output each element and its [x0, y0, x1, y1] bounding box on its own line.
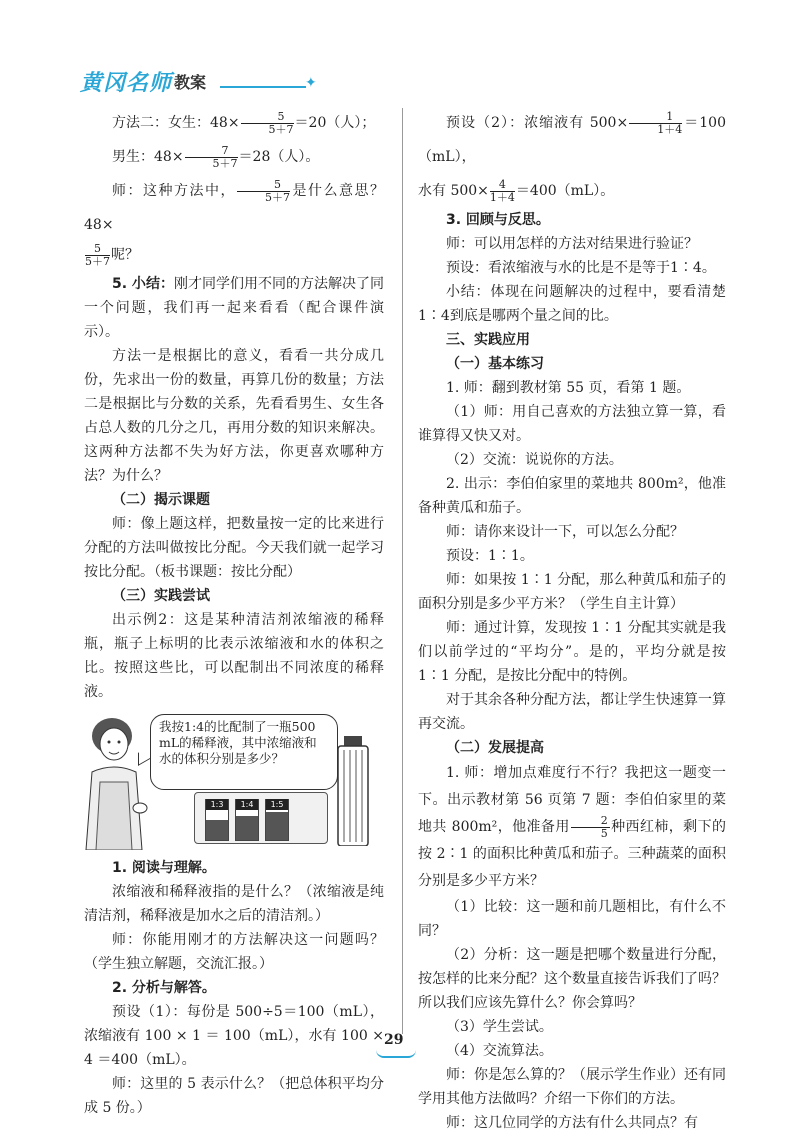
- step-1-heading: 1. 阅读与理解。: [112, 860, 216, 876]
- basic-2-p2: 预设：1∶1。: [446, 548, 534, 564]
- step-1-p2: 师：你能用刚才的方法解决这一问题吗？（学生独立解题，交流汇报。）: [84, 932, 384, 972]
- sparkle-icon: ✦: [305, 75, 317, 91]
- right-column: [418, 106, 726, 1135]
- teacher-figure: [78, 712, 156, 850]
- section-advanced: （二）发展提高: [446, 740, 544, 756]
- advanced-1-6: 师：这几位同学的方法有什么共同点？有: [446, 1115, 698, 1131]
- preset-2-water: 水有 500× $\frac{4}{1+4}$ ＝400（mL）。: [418, 177, 615, 204]
- header-subtitle: 教案: [174, 73, 207, 92]
- section-practice-try: （三）实践尝试: [112, 588, 210, 604]
- advanced-1-3: （3）学生尝试。: [446, 1019, 553, 1035]
- summary-5: 5. 小结：刚才同学们用不同的方法解决了同一个问题，我们再一起来看看（配合课件演示）。: [84, 276, 385, 340]
- basic-2-p1: 师：请你来设计一下，可以怎么分配？: [446, 524, 684, 540]
- example-illustration: [78, 712, 386, 850]
- basic-2-p5: 对于其余各种分配方法，都让学生快速算一算再交流。: [418, 692, 726, 732]
- dilution-bottle: [336, 736, 370, 846]
- cup-1-4: 1:4: [235, 799, 259, 841]
- teacher-question-cont: $\frac{5}{5+7}$ 呢？: [85, 241, 139, 268]
- advanced-1-1: （1）比较：这一题和前几题相比，有什么不同？: [418, 899, 726, 939]
- step-2-p1: 预设（1）：每份是 500÷5＝100（mL），浓缩液有 100 × 1 ＝ 100（mL），水有 100 × 4 ＝400（mL）。: [84, 1004, 384, 1068]
- step-3-p1: 师：可以用怎样的方法对结果进行验证？: [446, 236, 698, 252]
- method2-boys: 男生：48× $\frac{7}{5+7}$ ＝28（人）。: [112, 143, 320, 170]
- summary-5-body: 方法一是根据比的意义，看看一共分成几份，先求出一份的数量，再算几份的数量；方法二是根据比与分数的关系，先看看男生、女生各占总人数的几分之几，再用分数的知识来解决。这两种方法都不失为好方法，你更喜欢哪种方法？为什么？: [84, 348, 384, 484]
- page-header: [80, 66, 320, 96]
- basic-1: 1. 师：翻到教材第 55 页，看第 1 题。: [446, 380, 691, 396]
- reveal-topic-text: 师：像上题这样，把数量按一定的比来进行分配的方法叫做按比分配。今天我们就一起学习按比分配。（板书课题：按比分配）: [84, 516, 384, 580]
- step-3-p2: 预设：看浓缩液与水的比是不是等于1∶4。: [446, 260, 716, 276]
- dilution-cups: [194, 792, 328, 844]
- step-1-p1: 浓缩液和稀释液指的是什么？（浓缩液是纯清洁剂，稀释液是加水之后的清洁剂。）: [84, 884, 384, 924]
- example-2-text: 出示例2：这是某种清洁剂浓缩液的稀释瓶，瓶子上标明的比表示浓缩液和水的体积之比。按照这些比，可以配制出不同浓度的稀释液。: [84, 612, 384, 700]
- step-2-p2: 师：这里的 5 表示什么？（把总体积平均分成 5 份。）: [84, 1076, 384, 1116]
- advanced-1: 1. 师：增加点难度行不行？我把这一题变一下。出示教材第 56 页第 7 题：李伯伯家里的菜地共 800m²，他准备用 $\frac{2}{5}$ 种西红柿，剩下的按 2∶1 的面积比种黄瓜和茄子。三种蔬菜的面积分别是多少平方米？: [418, 765, 726, 889]
- advanced-1-2: （2）分析：这一题是把哪个数量进行分配，按怎样的比来分配？这个数量直接告诉我们了吗？所以我们应该先算什么？你会算吗？: [418, 947, 726, 1011]
- cup-1-5: 1:5: [265, 799, 289, 841]
- basic-2: 2. 出示：李伯伯家里的菜地共 800m²，他准备种黄瓜和茄子。: [418, 476, 726, 516]
- header-rule: [220, 86, 306, 88]
- brand-logo: 黄冈名师: [80, 71, 173, 96]
- page-number: 29: [384, 1032, 404, 1048]
- teacher-question: 师：这种方法中， $\frac{5}{5+7}$ 是什么意思？ 48×: [84, 177, 384, 233]
- advanced-1-5: 师：你是怎么算的？（展示学生作业）还有同学用其他方法做吗？介绍一下你们的方法。: [418, 1067, 726, 1107]
- basic-2-p3: 师：如果按 1∶1 分配，那么种黄瓜和茄子的面积分别是多少平方米？（学生自主计算）: [418, 572, 726, 612]
- basic-1-1: （1）师：用自己喜欢的方法独立算一算，看谁算得又快又对。: [418, 404, 726, 444]
- basic-1-2: （2）交流：说说你的方法。: [446, 452, 623, 468]
- column-divider: [402, 108, 403, 1034]
- section-reveal-topic: （二）揭示课题: [112, 492, 210, 508]
- step-3-heading: 3. 回顾与反思。: [446, 212, 550, 228]
- section-basic-practice: （一）基本练习: [446, 356, 544, 372]
- step-3-p3: 小结：体现在问题解决的过程中，要看清楚1∶4到底是哪两个量之间的比。: [418, 284, 726, 324]
- section-practice-apply: 三、实践应用: [446, 332, 530, 348]
- cup-1-3: 1:3: [205, 799, 229, 841]
- basic-2-p4: 师：通过计算，发现按 1∶1 分配其实就是我们以前学过的“平均分”。是的，平均分就是按 1∶1 分配，是按比分配中的特例。: [418, 620, 726, 684]
- preset-2: 预设（2）：浓缩液有 500× $\frac{1}{1+4}$ ＝100（mL），: [418, 109, 726, 165]
- step-2-heading: 2. 分析与解答。: [112, 980, 216, 996]
- left-column: [84, 106, 384, 1120]
- method2-girls: 方法二：女生：48× $\frac{5}{5+7}$ ＝20（人）；: [112, 109, 376, 136]
- advanced-1-4: （4）交流算法。: [446, 1043, 553, 1059]
- page-number-decoration: [376, 1050, 416, 1058]
- speech-bubble: 我按1:4的比配制了一瓶500 mL的稀释液，其中浓缩液和水的体积分别是多少？: [150, 714, 338, 790]
